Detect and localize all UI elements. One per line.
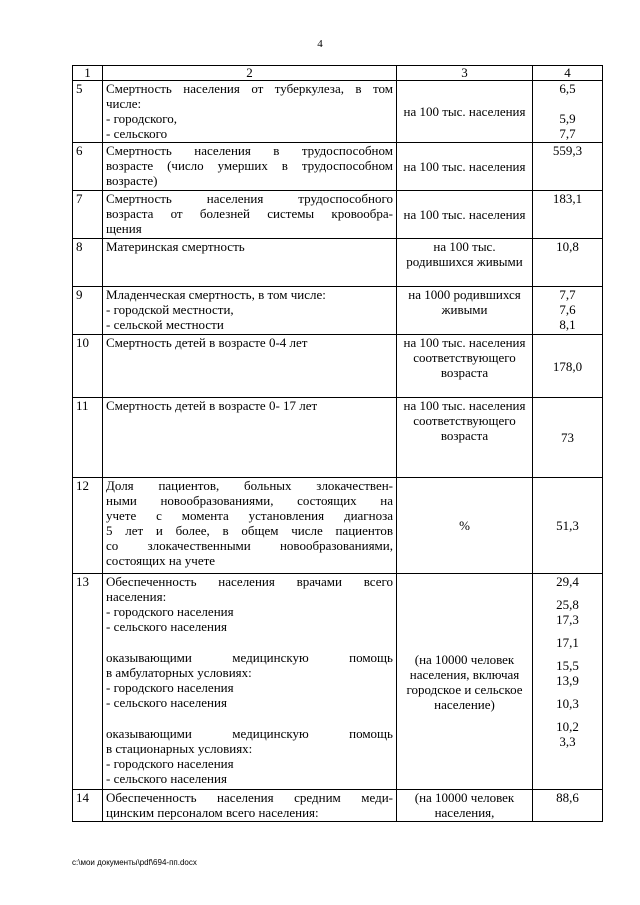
value-cell: 51,3: [533, 478, 603, 574]
indicator-cell: Смертность детей в возрасте 0-4 лет: [103, 335, 397, 398]
table-row: [73, 191, 603, 239]
header-cell-1: 1: [73, 66, 103, 81]
indicator-cell: Смертность населения трудоспособного возраста от болезней системы кровообра- щения: [103, 191, 397, 239]
table-row: [73, 287, 603, 335]
row-number: 14: [73, 790, 103, 822]
indicator-cell: Доля пациентов, больных злокачествен- ными новообразованиями, состоящих на учете с момента установления диагноза 5 лет и более, в общем числе пациентов со злокачественными новообразованиями, состоящих на учете: [103, 478, 397, 574]
indicator-cell: Смертность населения в трудоспособном возрасте (число умерших в трудоспособном возрасте): [103, 143, 397, 191]
indicator-cell: Обеспеченность населения средним меди- цинским персоналом всего населения:: [103, 790, 397, 822]
header-cell-2: 2: [103, 66, 397, 81]
unit-cell: на 100 тыс. населения соответствующего возраста: [397, 398, 533, 478]
table-row: [73, 574, 603, 790]
header-cell-4: 4: [533, 66, 603, 81]
table-row: [73, 81, 603, 143]
unit-cell: %: [397, 478, 533, 574]
table-row: [73, 478, 603, 574]
indicator-cell: Смертность детей в возрасте 0- 17 лет: [103, 398, 397, 478]
row-number: 9: [73, 287, 103, 335]
unit-cell: на 100 тыс. населения: [397, 191, 533, 239]
file-path-footer: c:\мои документы\pdf\694-пп.docx: [72, 858, 197, 867]
row-number: 8: [73, 239, 103, 287]
row-number: 10: [73, 335, 103, 398]
indicator-cell: Обеспеченность населения врачами всего населения: - городского населения - сельского населения оказывающими медицинскую помощь в амбулаторных условиях: - городского населения - сельского населения оказывающими медицинскую помощь в стационарных условиях: - городского населения - сельского населения: [103, 574, 397, 790]
page-number: 4: [317, 38, 323, 50]
unit-cell: на 100 тыс. родившихся живыми: [397, 239, 533, 287]
table-row: [73, 239, 603, 287]
value-cell: 183,1: [533, 191, 603, 239]
value-cell: 10,8: [533, 239, 603, 287]
unit-cell: (на 10000 человек населения, включая городское и сельское население): [397, 574, 533, 790]
table-row: [73, 143, 603, 191]
unit-cell: на 100 тыс. населения: [397, 81, 533, 143]
unit-cell: (на 10000 человек населения,: [397, 790, 533, 822]
value-cell: 29,4 25,8 17,3 17,1 15,5 13,9 10,3 10,2 3,3: [533, 574, 603, 790]
row-number: 12: [73, 478, 103, 574]
unit-cell: на 100 тыс. населения соответствующего возраста: [397, 335, 533, 398]
table-header-row: [73, 66, 603, 81]
indicator-cell: Материнская смертность: [103, 239, 397, 287]
value-cell: 6,5 5,9 7,7: [533, 81, 603, 143]
row-number: 11: [73, 398, 103, 478]
value-cell: 73: [533, 398, 603, 478]
row-number: 7: [73, 191, 103, 239]
value-cell: 88,6: [533, 790, 603, 822]
row-number: 6: [73, 143, 103, 191]
table-row: [73, 335, 603, 398]
unit-cell: на 1000 родившихся живыми: [397, 287, 533, 335]
indicator-cell: Смертность населения от туберкулеза, в том числе: - городского, - сельского: [103, 81, 397, 143]
value-cell: 7,7 7,6 8,1: [533, 287, 603, 335]
indicators-table: [72, 65, 603, 822]
table-row: [73, 790, 603, 822]
row-number: 13: [73, 574, 103, 790]
row-number: 5: [73, 81, 103, 143]
header-cell-3: 3: [397, 66, 533, 81]
unit-cell: на 100 тыс. населения: [397, 143, 533, 191]
value-cell: 559,3: [533, 143, 603, 191]
value-cell: 178,0: [533, 335, 603, 398]
table-row: [73, 398, 603, 478]
indicator-cell: Младенческая смертность, в том числе: - городской местности, - сельской местности: [103, 287, 397, 335]
